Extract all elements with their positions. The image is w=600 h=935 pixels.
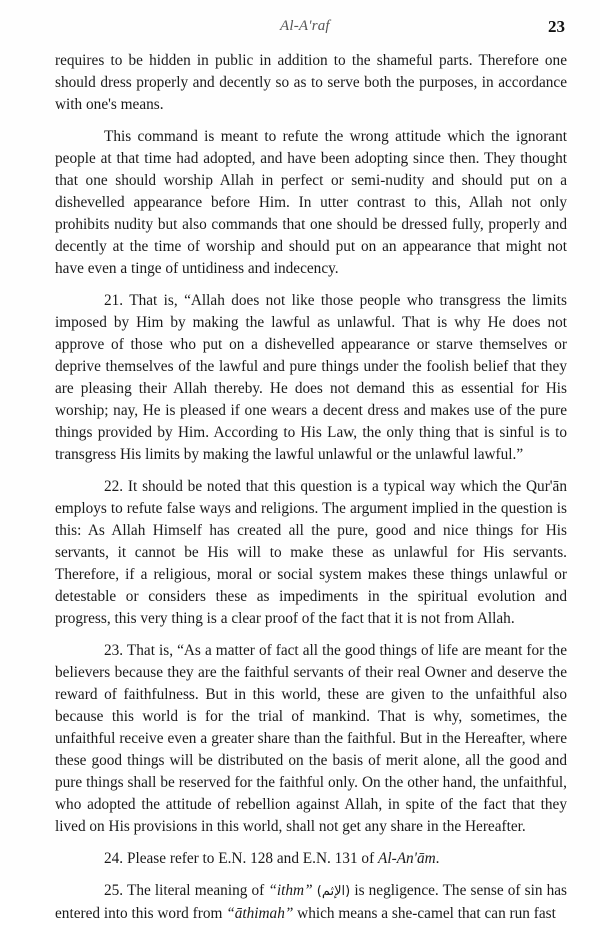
- term-ithm: “ithm”: [268, 882, 313, 899]
- endnote-23: 23. That is, “As a matter of fact all the good things of life are meant for the believers because they are the faithful servants of their real Owner and deserve the reward of faithfulness. But in this world, these are given to the unfaithful also because this world is for the trial of mankind. That is why, sometimes, the unfaithful receive even a greater share than the faithful. But in the Hereafter, where these good things will be distributed on the basis of merit alone, all the good and pure things shall be reserved for the faithful only. On the other hand, the unfaithful, who adopted the attitude of rebellion against Allah, in spite of the fact that they lived on His provisions in this world, shall not get any share in the Hereafter.: [55, 642, 567, 835]
- paragraph-command-explanation: This command is meant to refute the wrong attitude which the ignorant people at that time had adopted, and have been adopting since then. They thought that one should worship Allah in perfect or semi-nudity and should put on a dishevelled appearance before Him. In utter contrast to this, Allah not only prohibits nudity but also commands that one should be dressed fully, properly and decently at the time of worship and should put on an appearance that might not have even a tinge of untidiness and indecency.: [55, 128, 567, 277]
- paragraph-continued: requires to be hidden in public in addition to the shameful parts. Therefore one should dress properly and decently so as to serve both the purposes, in accordance with one's means.: [55, 52, 567, 113]
- body-text: [55, 50, 567, 935]
- endnote-25-text: 25. The literal meaning of: [104, 882, 269, 899]
- term-athimah: “āthimah”: [226, 905, 294, 922]
- endnote-24-text: 24. Please refer to E.N. 128 and E.N. 131 of: [104, 850, 378, 867]
- endnote-22: 22. It should be noted that this question is a typical way which the Qur'ān employs to refute false ways and religions. The argument implied in the question is this: As Allah Himself has created all the pure, good and nice things for His servants, it cannot be His will to make these as unlawful for His servants. Therefore, if a religious, moral or social system makes these things unlawful or detestable or considers these as impediments in the spiritual evolution and progress, this very thing is a clear proof of the fact that it is not from Allah.: [55, 478, 567, 627]
- endnote-25-suffix: which means a she-camel that can run fast: [293, 905, 556, 922]
- endnote-24-suffix: .: [435, 850, 440, 867]
- running-header: [0, 18, 600, 42]
- endnote-25: [55, 880, 567, 925]
- endnote-25-middle: is negligence. The sense of sin has entered into this word from: [55, 882, 568, 922]
- endnote-24: [55, 848, 567, 870]
- endnote-21: 21. That is, “Allah does not like those people who transgress the limits imposed by Him by making the lawful as unlawful. That is why He does not approve of those who put on a dishevelled appearance or starve themselves or deprive themselves of the lawful and pure things under the foolish belief that they are pleasing their Allah thereby. He does not demand this as essential for His worship; nay, He is pleased if one wears a decent dress and makes use of the pure things provided by Him. According to His Law, the only thing that is sinful is to transgress His limits by making the lawful unlawful or the unlawful lawful.”: [55, 292, 567, 463]
- running-title: Al-A'raf: [280, 18, 330, 34]
- endnote-24-reference-title: Al-An'ām: [378, 850, 436, 867]
- arabic-term: (الإثم): [316, 884, 351, 899]
- page-number: 23: [548, 17, 565, 36]
